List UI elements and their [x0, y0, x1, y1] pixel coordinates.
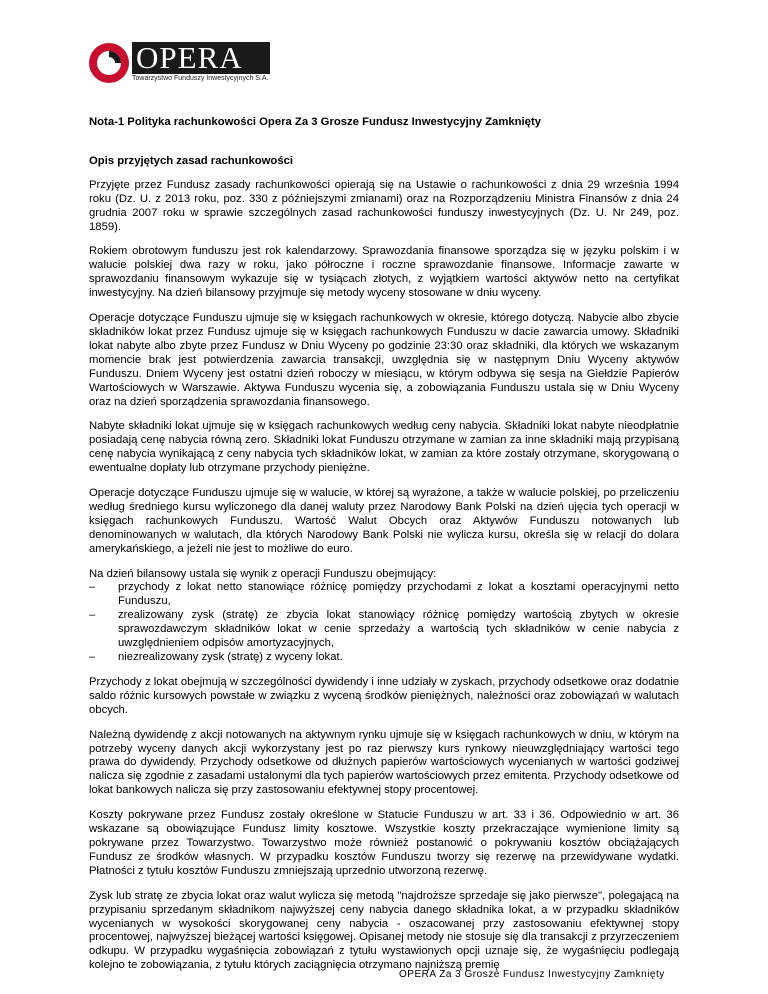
paragraph-legal-basis: Przyjęte przez Fundusz zasady rachunkowości opierają się na Ustawie o rachunkowości z dnia 29 września 1994 roku (Dz. U. z 2013 roku, poz. 330 z późniejszymi zmianami) oraz na Rozporządzeniu Ministra Finansów z dnia 24 grudnia 2007 roku w sprawie szczególnych zasad rachunkowości funduszy inwestycyjnych (Dz. U. Nr 249, poz. 1859).: [89, 178, 679, 233]
paragraph-profit-loss: Zysk lub stratę ze zbycia lokat oraz walut wylicza się metodą "najdroższe sprzedaje się jako pierwsze", polegającą na przypisaniu sprzedanym składnikom najwyższej ceny nabycia danego składnika lokat, a w przypadku składników wycenianych w wysokości skorygowanej ceny nabycia - oszacowanej przy zastosowaniu efektywnej stopy procentowej, najwyższej bieżącej wartości księgowej. Opisanej metody nie stosuje się dla transakcji z przyrzeczeniem odkupu. W przypadku wygaśnięcia zobowiązań z tytułu wystawionych opcji uznaje się, że wygaśnięciu podlegają kolejno te zobowiązania, z tytułu których zaciągnięcia otrzymano najniższą premię: [89, 889, 679, 972]
logo-circle-icon: [88, 42, 130, 84]
document-body: [89, 116, 679, 984]
section-heading: Opis przyjętych zasad rachunkowości: [89, 154, 294, 167]
page-footer: OPERA Za 3 Grosze Fundusz Inwestycyjny Zamknięty: [399, 969, 665, 980]
result-list: [89, 581, 679, 664]
paragraph-currency: Operacje dotyczące Funduszu ujmuje się w walucie, w której są wyrażone, a także w walucie polskiej, po przeliczeniu według średniego kursu wyliczonego dla danej waluty przez Narodowy Bank Polski na dzień ujęcia tych operacji w księgach rachunkowych Funduszu. Wartość Walut Obcych oraz Aktywów Funduszu notowanych lub denominowanych w walutach, dla których Narodowy Bank Polski nie wylicza kursu, określa się w relacji do dolara amerykańskiego, a jeżeli nie jest to możliwe do euro.: [89, 487, 679, 555]
list-dash: –: [89, 651, 96, 663]
paragraph-income: Przychody z lokat obejmują w szczególności dywidendy i inne udziały w zyskach, przychody odsetkowe oraz dodatnie saldo różnic kursowych powstałe w związku z wyceną środków pieniężnych, należności oraz zobowiązań w walutach obcych.: [89, 675, 679, 716]
list-item: [89, 651, 679, 665]
list-dash: –: [89, 609, 96, 622]
paragraph-fiscal-year: Rokiem obrotowym funduszu jest rok kalendarzowy. Sprawozdania finansowe sporządza się w języku polskim i w walucie polskiej dwa razy w roku, jako półroczne i roczne sprawozdanie finansowe. Informacje zawarte w sprawozdaniu finansowym wykazuje się w tysiącach złotych, z wyjątkiem wartości aktywów netto na certyfikat inwestycyjny. Na dzień bilansowy przyjmuje się metody wyceny stosowane w dniu wyceny.: [89, 245, 679, 300]
logo-subtitle: Towarzystwo Funduszy Inwestycyjnych S.A.: [132, 75, 269, 82]
list-item-text: przychody z lokat netto stanowiące różnicę pomiędzy przychodami z lokat a kosztami operacyjnymi netto Funduszu,: [118, 581, 679, 608]
logo-wordmark: OPERA: [132, 42, 270, 74]
list-item-text: zrealizowany zysk (stratę) ze zbycia lokat stanowiący różnicę pomiędzy wartością zbytych w okresie sprawozdawczym składników lokat w cenie sprzedaży a wartością tych składników w cenie nabycia z uwzględnieniem odpisów amortyzacyjnych,: [118, 609, 679, 650]
paragraph-costs: Koszty pokrywane przez Fundusz zostały określone w Statucie Funduszu w art. 33 i 36. Odpowiednio w art. 36 wskazane są obowiązujące Fundusz limity kosztowe. Wszystkie koszty przekraczające wymienione limity są pokrywane przez Towarzystwo. Towarzystwo może również postanowić o pokrywaniu kosztów obciążających Fundusz ze środków własnych. W przypadku kosztów Funduszu tworzy się rezerwę na przewidywane wydatki. Płatności z tytułu kosztów Funduszu zmniejszają uprzednio utworzoną rezerwę.: [89, 809, 679, 877]
document-title: Nota-1 Polityka rachunkowości Opera Za 3 Grosze Fundusz Inwestycyjny Zamknięty: [89, 116, 542, 128]
paragraph-result-intro: Na dzień bilansowy ustala się wynik z operacji Funduszu obejmujący:: [89, 567, 437, 580]
list-item: [89, 609, 679, 651]
paragraph-acquisition: Nabyte składniki lokat ujmuje się w księgach rachunkowych według ceny nabycia. Składniki lokat nabyte nieodpłatnie posiadają cenę nabycia równą zero. Składniki lokat Funduszu otrzymane w zamian za inne składniki mają przypisaną cenę nabycia wynikającą z ceny nabycia tych składników lokat, w zamian za które zostały otrzymane, skorygowaną o ewentualne dopłaty lub otrzymane przychody pieniężne.: [89, 420, 679, 475]
paragraph-dividends: Należną dywidendę z akcji notowanych na aktywnym rynku ujmuje się w księgach rachunkowych w dniu, w którym na potrzeby wyceny danych akcji wykorzystany jest po raz pierwszy kurs rynkowy nieuwzględniający wartości tego prawa do dywidendy. Przychody odsetkowe od dłużnych papierów wartościowych wycenianych w wartości godziwej nalicza się zgodnie z zasadami ustalonymi dla tych papierów wartościowych przez emitenta. Przychody odsetkowe od lokat bankowych nalicza się przy zastosowaniu efektywnej stopy procentowej.: [89, 728, 679, 797]
list-dash: –: [89, 581, 96, 594]
list-item: [89, 581, 679, 609]
paragraph-operations: Operacje dotyczące Funduszu ujmuje się w księgach rachunkowych w okresie, którego dotyczą. Nabycie albo zbycie składników lokat przez Fundusz ujmuje się w księgach rachunkowych Funduszu w dacie zawarcia umowy. Składniki lokat nabyte albo zbyte przez Fundusz w Dniu Wyceny po godzinie 23:30 oraz składniki, dla których we wskazanym momencie brak jest potwierdzenia zawarcia transakcji, uwzględnia się w następnym Dniu Wyceny aktywów Funduszu. Dniem Wyceny jest ostatni dzień roboczy w miesiącu, w którym odbywa się sesja na Giełdzie Papierów Wartościowych w Warszawie. Aktywa Funduszu wycenia się, a zobowiązania Funduszu ustala się w Dniu Wyceny oraz na dzień sporządzenia sprawozdania finansowego.: [89, 312, 679, 408]
list-item-text: niezrealizowany zysk (stratę) z wyceny lokat.: [118, 651, 343, 663]
company-logo: [88, 40, 288, 90]
